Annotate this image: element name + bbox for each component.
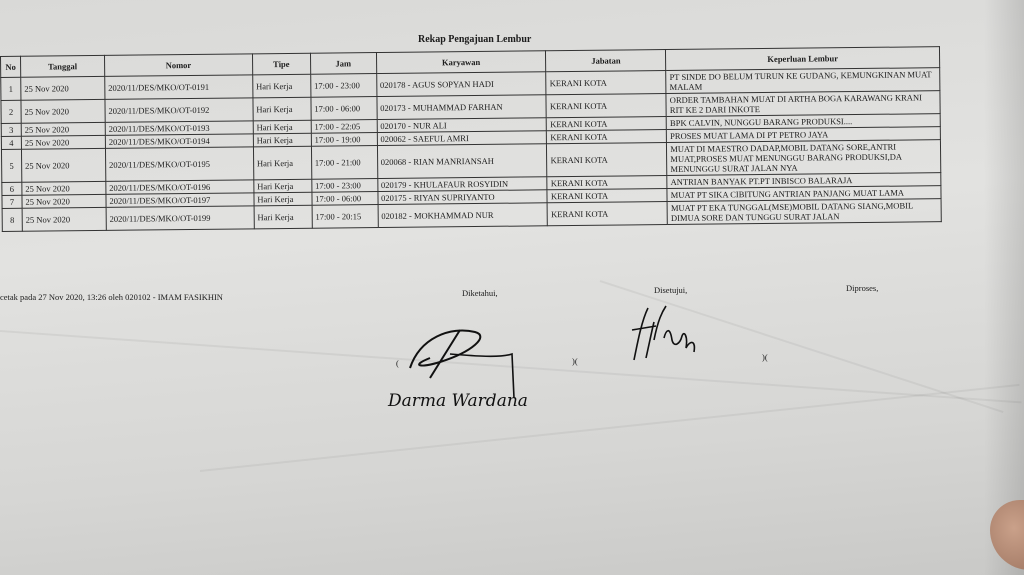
table-cell: 25 Nov 2020 [22, 181, 106, 195]
paren-left: ( [396, 358, 399, 368]
table-cell: 020179 - KHULAFAUR ROSYIDIN [377, 177, 547, 192]
table-cell: 17:00 - 20:15 [312, 205, 378, 229]
table-cell: 2020/11/DES/MKO/OT-0193 [105, 121, 253, 136]
table-cell: ANTRIAN BANYAK PT.PT INBISCO BALARAJA [667, 173, 941, 189]
column-header: Nomor [104, 54, 252, 77]
table-cell: MUAT DI MAESTRO DADAP,MOBIL DATANG SORE,ANTRI MUAT,PROSES MUAT MENUNGGU BARANG PRODUKSI,DA MENUNGGU SURAT JALAN NYA [667, 140, 941, 176]
table-cell: 25 Nov 2020 [21, 76, 105, 100]
table-cell: 25 Nov 2020 [22, 194, 106, 208]
table-cell: 2020/11/DES/MKO/OT-0194 [105, 134, 253, 149]
table-cell: 4 [1, 136, 21, 149]
paren-right: )( [762, 352, 768, 362]
signature-name: Darma Wardana [388, 391, 528, 411]
table-cell: 5 [1, 149, 21, 182]
table-cell: 020173 - MUHAMMAD FARHAN [377, 95, 547, 120]
approved-label: Disetujui, [654, 285, 688, 295]
table-cell: Hari Kerja [253, 133, 311, 147]
known-label: Diketahui, [462, 288, 498, 298]
table-cell: 17:00 - 06:00 [311, 97, 377, 121]
table-cell: KERANI KOTA [547, 176, 667, 190]
table-cell: 020062 - SAEFUL AMRI [377, 131, 547, 146]
table-cell: 020182 - MOKHAMMAD NUR [378, 203, 548, 228]
column-header: No [1, 56, 21, 77]
table-cell: 2020/11/DES/MKO/OT-0191 [105, 75, 253, 100]
overtime-table [0, 46, 942, 232]
table-cell: Hari Kerja [253, 120, 311, 134]
table-cell: 2020/11/DES/MKO/OT-0192 [105, 98, 253, 123]
table-cell: 17:00 - 21:00 [311, 146, 377, 180]
table-cell: 020170 - NUR ALI [377, 118, 547, 133]
column-header: Keperluan Lembur [666, 47, 940, 71]
processed-label: Diproses, [846, 283, 879, 293]
table-cell: 3 [1, 123, 21, 136]
table-cell: KERANI KOTA [546, 71, 666, 95]
print-info: cetak pada 27 Nov 2020, 13:26 oleh 020102 - IMAM FASIKHIN [0, 292, 223, 302]
table-cell: 25 Nov 2020 [21, 135, 105, 149]
table-cell: 17:00 - 22:05 [311, 120, 377, 134]
table-cell: 25 Nov 2020 [21, 99, 105, 123]
table-cell: 1 [1, 77, 21, 100]
table-cell: 17:00 - 19:00 [311, 133, 377, 147]
table-cell: Hari Kerja [253, 146, 311, 180]
table-cell: 17:00 - 06:00 [312, 192, 378, 206]
table-cell: PT SINDE DO BELUM TURUN KE GUDANG, KEMUNGKINAN MUAT MALAM [666, 68, 940, 94]
table-cell: Hari Kerja [254, 179, 312, 193]
table-cell: KERANI KOTA [548, 202, 668, 226]
table-cell: ORDER TAMBAHAN MUAT DI ARTHA BOGA KARAWANG KRANI RIT KE 2 DARI INKOTE [666, 91, 940, 117]
table-cell: Hari Kerja [253, 97, 311, 121]
table-cell: 020175 - RIYAN SUPRIYANTO [378, 190, 548, 205]
table-cell: 25 Nov 2020 [21, 122, 105, 136]
table-cell: 25 Nov 2020 [22, 207, 106, 231]
table-cell: 6 [2, 182, 22, 195]
signature-darma [380, 318, 550, 418]
column-header: Tipe [252, 53, 310, 75]
table-cell: 2020/11/DES/MKO/OT-0196 [106, 180, 254, 195]
column-header: Jabatan [546, 50, 666, 72]
document-title: Rekap Pengajuan Lembur [418, 34, 532, 45]
table-cell: KERANI KOTA [547, 117, 667, 131]
table-cell: 2020/11/DES/MKO/OT-0197 [106, 193, 254, 208]
table-cell: 020068 - RIAN MANRIANSAH [377, 144, 547, 179]
table-cell: 17:00 - 23:00 [312, 179, 378, 193]
table-cell: 2 [1, 100, 21, 123]
table-cell: BPK CALVIN, NUNGGU BARANG PRODUKSI.... [666, 114, 940, 130]
table-cell: Hari Kerja [252, 74, 310, 98]
table-cell: KERANI KOTA [546, 94, 666, 118]
table-cell: PROSES MUAT LAMA DI PT PETRO JAYA [667, 127, 941, 143]
table-cell: MUAT PT EKA TUNGGAL(MSE)MOBIL DATANG SIANG,MOBIL DIMUA SORE DAN TUNGGU SURAT JALAN [667, 199, 941, 225]
table-cell: KERANI KOTA [547, 130, 667, 144]
table-cell: 2020/11/DES/MKO/OT-0199 [106, 206, 254, 231]
paren-middle: )( [572, 356, 578, 366]
table-cell: 25 Nov 2020 [21, 148, 105, 182]
column-header: Jam [310, 53, 376, 75]
table-cell: 2020/11/DES/MKO/OT-0195 [105, 147, 253, 182]
page-shadow [984, 0, 1024, 575]
table-cell: 7 [2, 195, 22, 208]
table-cell: Hari Kerja [254, 205, 312, 229]
table-cell: 17:00 - 23:00 [310, 74, 376, 98]
table-cell: KERANI KOTA [547, 143, 667, 177]
table-cell: KERANI KOTA [547, 189, 667, 203]
paper-crease [200, 384, 1020, 472]
table-cell: 8 [2, 208, 22, 231]
column-header: Tanggal [20, 55, 104, 77]
table-cell: MUAT PT SIKA CIBITUNG ANTRIAN PANJANG MUAT LAMA [667, 186, 941, 202]
column-header: Karyawan [376, 51, 546, 74]
table-cell: 020178 - AGUS SOPYAN HADI [376, 72, 546, 97]
table-cell: Hari Kerja [254, 192, 312, 206]
signature-approver [626, 300, 706, 370]
